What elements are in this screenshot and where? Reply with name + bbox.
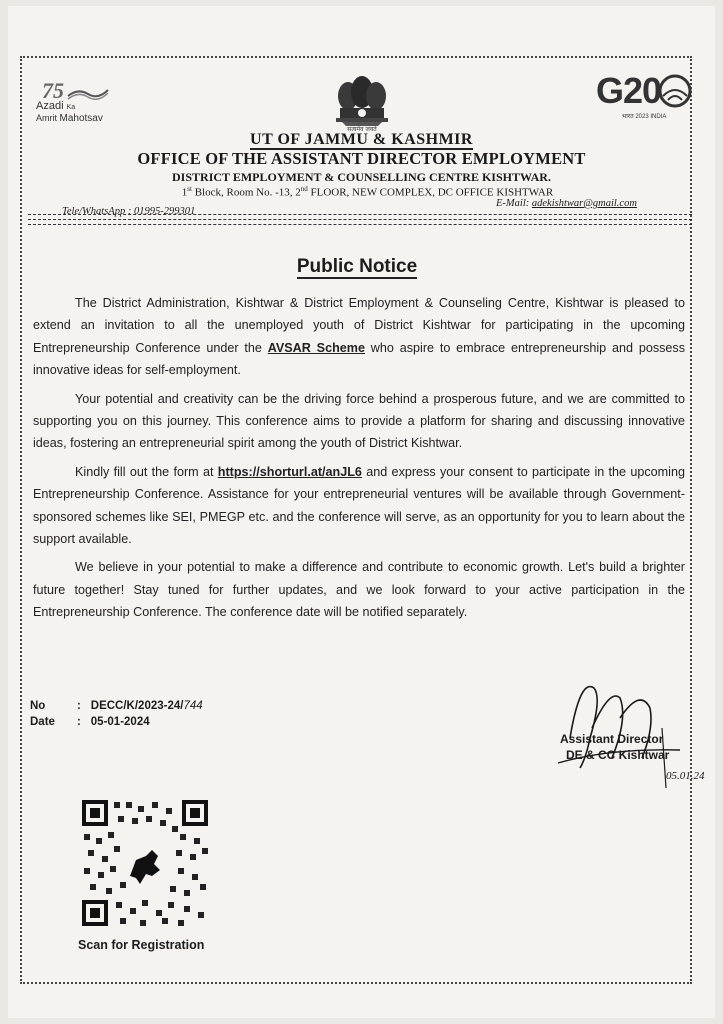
notice-title: Public Notice bbox=[296, 256, 418, 277]
g20-logo bbox=[596, 70, 696, 126]
paragraph-form: Kindly fill out the form at https://shorturl.at/anJL6 and express your consent to participate in the upcoming Entrepreneurship Conference. Assistance for your entrepreneurial ventures will be available through Government-sponsored schemes like SEI, PMEGP etc. and the conference will serve, as an opportunity for you to learn about the support available. bbox=[33, 464, 685, 547]
signatory-title: Assistant Director bbox=[560, 732, 664, 746]
azadi-ka-amrit-mahotsav-logo bbox=[36, 78, 116, 126]
ref-no-label: No bbox=[30, 700, 46, 712]
header-divider bbox=[28, 219, 692, 220]
scheme-name: AVSAR Scheme bbox=[267, 340, 365, 355]
signatory-office: DE & CC Kishtwar bbox=[566, 748, 670, 762]
email-address[interactable]: adekishtwar@gmail.com bbox=[531, 198, 637, 209]
notice-body bbox=[33, 292, 685, 630]
ref-date-value: 05-01-2024 bbox=[90, 716, 150, 728]
g20-subtext: भारत 2023 INDIA bbox=[622, 114, 667, 120]
g20-text: G20 bbox=[596, 70, 662, 111]
globe-lotus-icon bbox=[658, 74, 692, 108]
flag-wave-icon bbox=[66, 86, 110, 100]
paragraph-invitation: The District Administration, Kishtwar & District Employment & Counseling Centre, Kishtwar is pleased to extend an invitation to all the unemployed youth of District Kishtwar for participating in the upcoming Entrepreneurship Conference under the AVSAR Scheme who aspire to embrace entrepreneurship and possess innovative ideas for self-employment. bbox=[33, 296, 686, 378]
qr-caption: Scan for Registration bbox=[78, 938, 205, 952]
ref-date-label: Date bbox=[30, 716, 55, 728]
logo-seventy-five: 75 bbox=[42, 78, 64, 103]
header-divider bbox=[28, 214, 692, 215]
telephone: Tele/WhatsApp : 01995-299301 bbox=[62, 206, 196, 217]
header-divider bbox=[28, 224, 692, 225]
paragraph-potential: Your potential and creativity can be the driving force behind a prosperous future, and we are committed to supporting you on this journey. This conference aims to provide a platform for sharing and discussing innovative ideas, fostering an entrepreneurial spirit among the youth of District Kishtwar. bbox=[33, 391, 685, 451]
logo-amrit: Amrit bbox=[36, 113, 57, 123]
ut-heading: UT OF JAMMU & KASHMIR bbox=[250, 131, 473, 148]
ref-no-value: DECC/K/2023-24/744 bbox=[90, 700, 203, 712]
registration-link[interactable]: https://shorturl.at/anJL6 bbox=[217, 464, 362, 479]
logo-azadi: Azadi bbox=[36, 100, 64, 112]
office-heading: OFFICE OF THE ASSISTANT DIRECTOR EMPLOYMENT bbox=[137, 149, 586, 168]
paragraph-closing: We believe in your potential to make a difference and contribute to economic growth. Let's build a brighter future together! Stay tuned for further updates, and we look forward to your active participation in the Entrepreneurship Conference. The conference date will be notified separately. bbox=[33, 560, 685, 620]
emblem-motto: सत्यमेव जयते bbox=[347, 126, 377, 133]
logo-mahotsav: Mahotsav bbox=[59, 113, 103, 124]
centre-heading: DISTRICT EMPLOYMENT & COUNSELLING CENTRE KISHTWAR. bbox=[172, 170, 551, 184]
registration-qr-code[interactable] bbox=[80, 798, 210, 928]
logo-ka: Ka bbox=[66, 104, 76, 111]
email: E-Mail: adekishtwar@gmail.com bbox=[496, 198, 637, 209]
reference-block: No : DECC/K/2023-24/744 Date : 05-01-2024 bbox=[30, 698, 207, 730]
signature-date: 05.01.24 bbox=[666, 770, 705, 782]
office-address: 1st Block, Room No. -13, 2nd FLOOR, NEW COMPLEX, DC OFFICE KISHTWAR bbox=[181, 185, 554, 199]
